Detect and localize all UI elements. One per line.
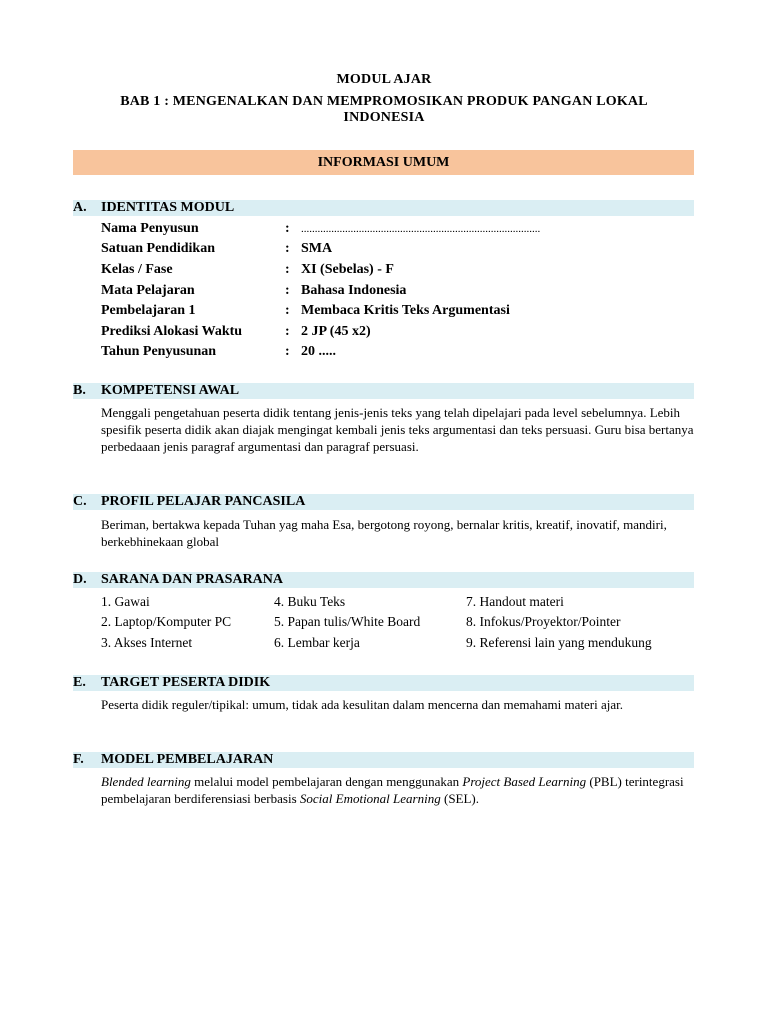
section-title: IDENTITAS MODUL bbox=[101, 200, 235, 215]
sarana-item: 9. Referensi lain yang mendukung bbox=[466, 635, 652, 650]
row-colon: : bbox=[285, 344, 290, 359]
document-title: MODUL AJAR bbox=[336, 72, 432, 87]
row-colon: : bbox=[285, 324, 290, 339]
section-f-header bbox=[73, 752, 694, 768]
row-label: Satuan Pendidikan bbox=[101, 241, 215, 256]
sarana-item: 2. Laptop/Komputer PC bbox=[101, 614, 232, 629]
row-value: SMA bbox=[301, 241, 333, 256]
sarana-item: 4. Buku Teks bbox=[274, 594, 346, 609]
section-d-header bbox=[73, 572, 694, 588]
profil-pelajar-text: Beriman, bertakwa kepada Tuhan yag maha Esa, bergotong royong, bernalar kritis, kreatif, inovatif, mandiri, berkebhinekaan global bbox=[101, 517, 667, 549]
row-label: Mata Pelajaran bbox=[101, 283, 195, 298]
text-run: (PBL) terintegrasi pembelajaran berdiferensiasi berbasis bbox=[101, 774, 684, 806]
section-title: SARANA DAN PRASARANA bbox=[101, 572, 284, 587]
section-letter: B. bbox=[73, 383, 86, 398]
model-pembelajaran-text bbox=[101, 773, 701, 807]
section-letter: A. bbox=[73, 200, 87, 215]
section-title: TARGET PESERTA DIDIK bbox=[101, 675, 271, 690]
row-value: Bahasa Indonesia bbox=[301, 283, 407, 298]
chapter-title-continued: INDONESIA bbox=[343, 110, 425, 125]
row-colon: : bbox=[285, 241, 290, 256]
sarana-item: 5. Papan tulis/White Board bbox=[274, 614, 421, 629]
row-label: Nama Penyusun bbox=[101, 221, 199, 236]
section-c-header bbox=[73, 494, 694, 510]
section-title: KOMPETENSI AWAL bbox=[101, 383, 240, 398]
row-label: Pembelajaran 1 bbox=[101, 303, 196, 318]
section-title: PROFIL PELAJAR PANCASILA bbox=[101, 494, 306, 509]
section-letter: E. bbox=[73, 675, 86, 690]
row-value: 2 JP (45 x2) bbox=[301, 324, 371, 339]
section-letter: F. bbox=[73, 752, 84, 767]
text-run: (SEL). bbox=[440, 791, 480, 806]
kompetensi-awal-text: Menggali pengetahuan peserta didik tentang jenis-jenis teks yang telah dipelajari pada level sebelumnya. Lebih spesifik peserta didik akan diajak mengingat kembali jenis teks argumentasi dan teks persuasi. Guru bisa bertanya perbedaaan jenis paragraf argumentasi dan paragraf persuasi. bbox=[101, 405, 694, 454]
row-label: Prediksi Alokasi Waktu bbox=[101, 324, 243, 339]
row-label: Kelas / Fase bbox=[101, 262, 173, 277]
row-value: XI (Sebelas) - F bbox=[301, 262, 394, 277]
section-b-header bbox=[73, 383, 694, 399]
row-value: Membaca Kritis Teks Argumentasi bbox=[301, 303, 510, 318]
sarana-item: 7. Handout materi bbox=[466, 594, 564, 609]
row-colon: : bbox=[285, 262, 290, 277]
informasi-umum-band: INFORMASI UMUM bbox=[73, 150, 694, 175]
sarana-item: 8. Infokus/Proyektor/Pointer bbox=[466, 614, 621, 629]
section-letter: D. bbox=[73, 572, 87, 587]
italic-term: Project Based Learning bbox=[462, 774, 587, 789]
sarana-item: 1. Gawai bbox=[101, 594, 150, 609]
sarana-item: 6. Lembar kerja bbox=[274, 635, 360, 650]
sarana-item: 3. Akses Internet bbox=[101, 635, 193, 650]
text-run: melalui model pembelajaran dengan menggunakan bbox=[190, 774, 463, 789]
section-e-header bbox=[73, 675, 694, 691]
row-label: Tahun Penyusunan bbox=[101, 344, 217, 359]
row-colon: : bbox=[285, 283, 290, 298]
section-title: MODEL PEMBELAJARAN bbox=[101, 752, 274, 767]
italic-term: Blended learning bbox=[101, 774, 191, 789]
section-a-header bbox=[73, 200, 694, 216]
section-letter: C. bbox=[73, 494, 87, 509]
chapter-title: BAB 1 : MENGENALKAN DAN MEMPROMOSIKAN PRODUK PANGAN LOKAL bbox=[120, 94, 648, 109]
row-colon: : bbox=[285, 221, 290, 236]
row-colon: : bbox=[285, 303, 290, 318]
row-value: ....................................................................................... bbox=[301, 223, 541, 235]
row-value: 20 ..... bbox=[301, 344, 336, 359]
target-peserta-text: Peserta didik reguler/tipikal: umum, tidak ada kesulitan dalam mencerna dan memahami materi ajar. bbox=[101, 697, 623, 712]
italic-term: Social Emotional Learning bbox=[299, 791, 441, 806]
